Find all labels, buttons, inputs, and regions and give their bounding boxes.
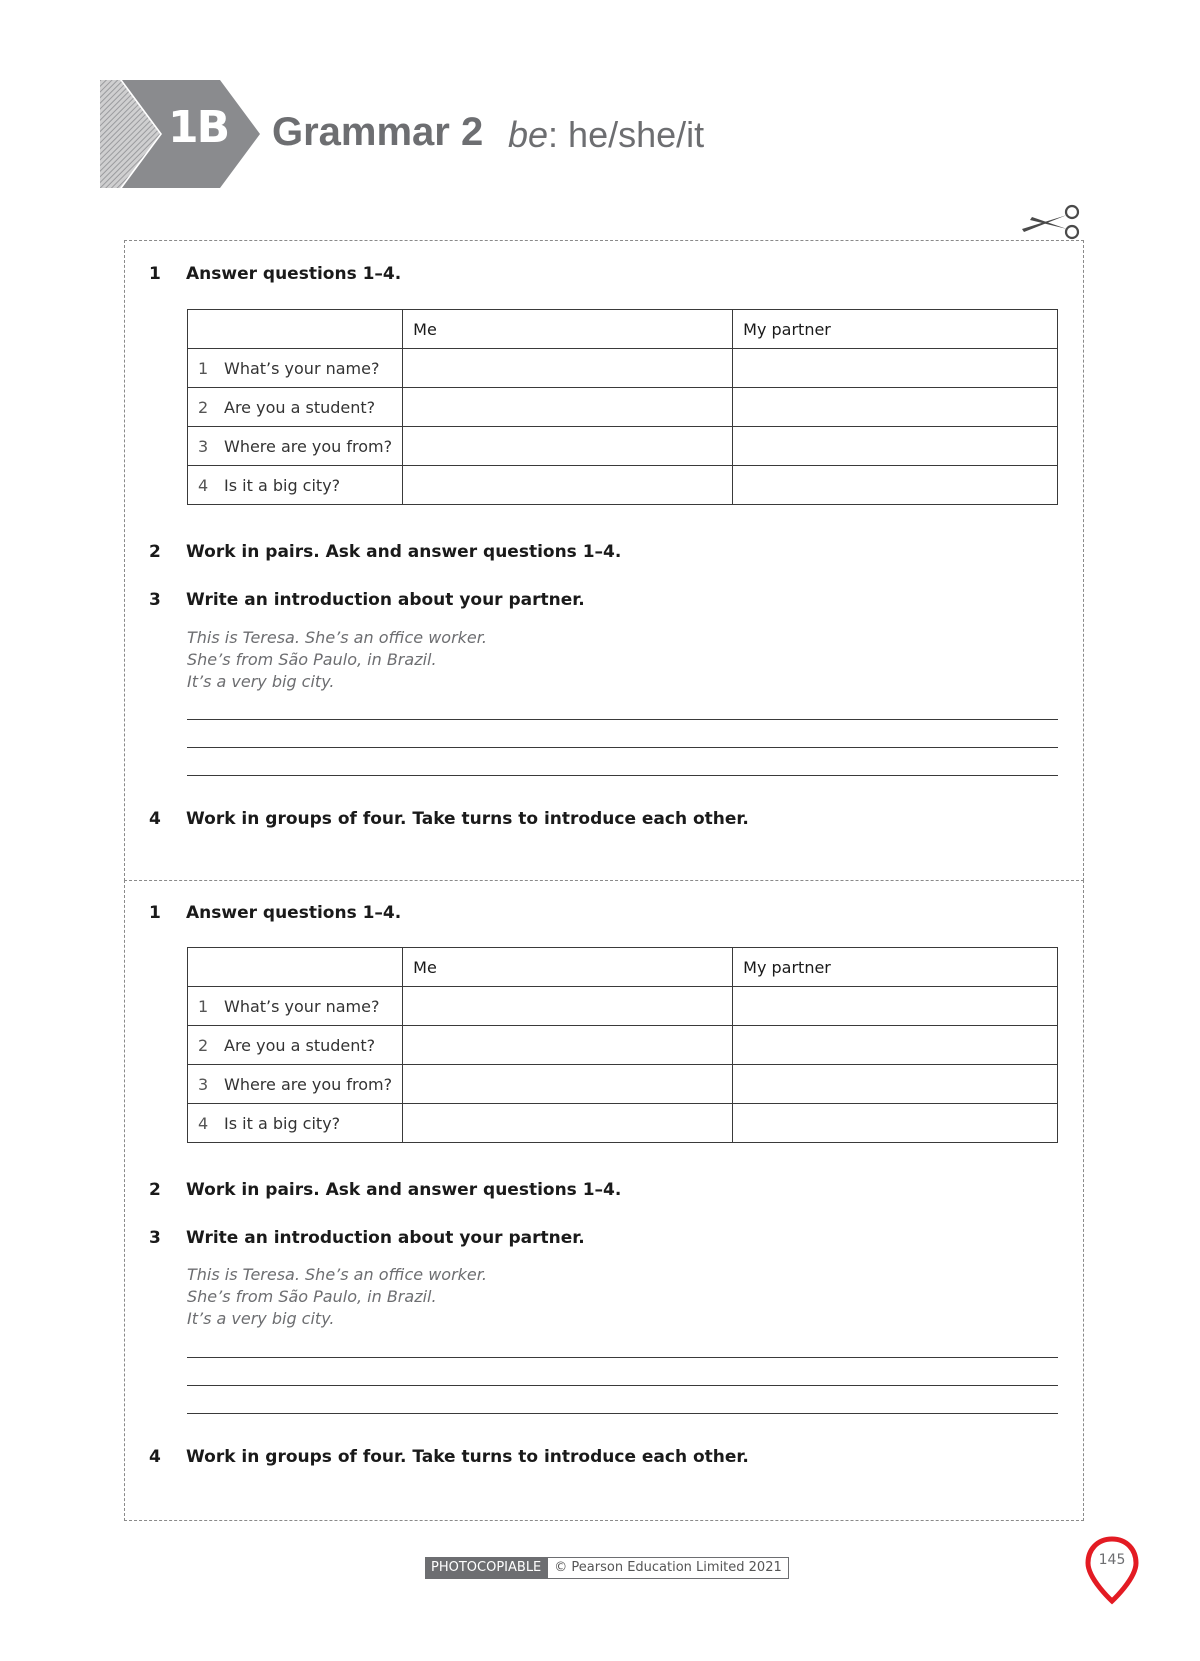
question-cell xyxy=(188,349,403,388)
row-number: 4 xyxy=(198,475,209,495)
writing-line[interactable] xyxy=(187,719,1058,720)
question-text: Work in groups of four. Take turns to introduce each other. xyxy=(186,1447,749,1467)
question-number: 2 xyxy=(149,542,161,562)
unit-badge xyxy=(100,80,260,188)
header-me: Me xyxy=(403,948,733,987)
writing-line[interactable] xyxy=(187,747,1058,748)
question-number: 1 xyxy=(149,903,161,923)
row-number: 3 xyxy=(198,1074,209,1094)
question-cell xyxy=(188,388,403,427)
question-number: 4 xyxy=(149,1447,161,1467)
row-question: Are you a student? xyxy=(224,397,376,417)
row-question: What’s your name? xyxy=(224,996,380,1016)
table-header-row xyxy=(188,948,1058,987)
table-row xyxy=(188,1026,1058,1065)
answer-table xyxy=(187,309,1058,505)
row-number: 3 xyxy=(198,436,209,456)
table-header-row xyxy=(188,310,1058,349)
header-me: Me xyxy=(403,310,733,349)
question-number: 4 xyxy=(149,809,161,829)
example-line: It’s a very big city. xyxy=(187,1309,335,1328)
page-number: 145 xyxy=(1098,1552,1126,1568)
subtitle-italic: be xyxy=(508,114,549,155)
worksheet-header xyxy=(100,80,820,188)
table-row xyxy=(188,427,1058,466)
me-answer-cell[interactable] xyxy=(403,1065,733,1104)
answer-table xyxy=(187,947,1058,1143)
question-number: 3 xyxy=(149,1228,161,1248)
page-title: Grammar 2 xyxy=(272,110,484,154)
row-number: 1 xyxy=(198,358,209,378)
question-cell xyxy=(188,427,403,466)
example-line: This is Teresa. She’s an office worker. xyxy=(187,1265,487,1284)
example-line: She’s from São Paulo, in Brazil. xyxy=(187,1287,437,1306)
footer xyxy=(425,1557,789,1579)
writing-line[interactable] xyxy=(187,1413,1058,1414)
row-question: Where are you from? xyxy=(224,436,393,456)
writing-line[interactable] xyxy=(187,1357,1058,1358)
example-line: She’s from São Paulo, in Brazil. xyxy=(187,650,437,669)
question-number: 1 xyxy=(149,264,161,284)
writing-line[interactable] xyxy=(187,1385,1058,1386)
question-cell xyxy=(188,1104,403,1143)
row-question: What’s your name? xyxy=(224,358,380,378)
question-text: Answer questions 1–4. xyxy=(186,264,402,284)
photocopiable-label: PHOTOCOPIABLE xyxy=(425,1557,547,1579)
table-row xyxy=(188,388,1058,427)
partner-answer-cell[interactable] xyxy=(733,466,1058,505)
header-blank-cell xyxy=(188,948,403,987)
partner-answer-cell[interactable] xyxy=(733,1026,1058,1065)
me-answer-cell[interactable] xyxy=(403,349,733,388)
header-blank-cell xyxy=(188,310,403,349)
row-number: 1 xyxy=(198,996,209,1016)
question-text: Write an introduction about your partner. xyxy=(186,590,585,610)
row-number: 2 xyxy=(198,1035,209,1055)
header-my-partner: My partner xyxy=(733,310,1058,349)
row-question: Is it a big city? xyxy=(224,1113,341,1133)
example-text xyxy=(187,627,487,693)
row-number: 4 xyxy=(198,1113,209,1133)
table-row xyxy=(188,466,1058,505)
me-answer-cell[interactable] xyxy=(403,388,733,427)
writing-line[interactable] xyxy=(187,775,1058,776)
question-cell xyxy=(188,1065,403,1104)
partner-answer-cell[interactable] xyxy=(733,349,1058,388)
question-text: Work in pairs. Ask and answer questions 1–4. xyxy=(186,542,622,562)
partner-answer-cell[interactable] xyxy=(733,1104,1058,1143)
example-line: This is Teresa. She’s an office worker. xyxy=(187,628,487,647)
question-cell xyxy=(188,987,403,1026)
example-line: It’s a very big city. xyxy=(187,672,335,691)
row-question: Is it a big city? xyxy=(224,475,341,495)
cutout-section-1 xyxy=(124,240,1084,881)
partner-answer-cell[interactable] xyxy=(733,427,1058,466)
example-text xyxy=(187,1264,487,1330)
table-row xyxy=(188,1065,1058,1104)
question-cell xyxy=(188,1026,403,1065)
table-row xyxy=(188,349,1058,388)
question-number: 3 xyxy=(149,590,161,610)
question-number: 2 xyxy=(149,1180,161,1200)
table-row xyxy=(188,987,1058,1026)
me-answer-cell[interactable] xyxy=(403,427,733,466)
table-row xyxy=(188,1104,1058,1143)
me-answer-cell[interactable] xyxy=(403,1104,733,1143)
copyright-notice: © Pearson Education Limited 2021 xyxy=(547,1557,788,1579)
row-number: 2 xyxy=(198,397,209,417)
partner-answer-cell[interactable] xyxy=(733,388,1058,427)
page-subtitle xyxy=(508,114,704,156)
question-cell xyxy=(188,466,403,505)
cutout-section-2 xyxy=(124,880,1084,1521)
question-text: Work in pairs. Ask and answer questions 1–4. xyxy=(186,1180,622,1200)
header-my-partner: My partner xyxy=(733,948,1058,987)
question-text: Write an introduction about your partner. xyxy=(186,1228,585,1248)
question-text: Work in groups of four. Take turns to introduce each other. xyxy=(186,809,749,829)
map-pin-icon xyxy=(1083,1535,1141,1607)
partner-answer-cell[interactable] xyxy=(733,987,1058,1026)
unit-label: 1B xyxy=(168,102,229,153)
me-answer-cell[interactable] xyxy=(403,1026,733,1065)
row-question: Where are you from? xyxy=(224,1074,393,1094)
question-text: Answer questions 1–4. xyxy=(186,903,402,923)
subtitle-rest: : he/she/it xyxy=(548,114,705,155)
me-answer-cell[interactable] xyxy=(403,987,733,1026)
partner-answer-cell[interactable] xyxy=(733,1065,1058,1104)
row-question: Are you a student? xyxy=(224,1035,376,1055)
me-answer-cell[interactable] xyxy=(403,466,733,505)
